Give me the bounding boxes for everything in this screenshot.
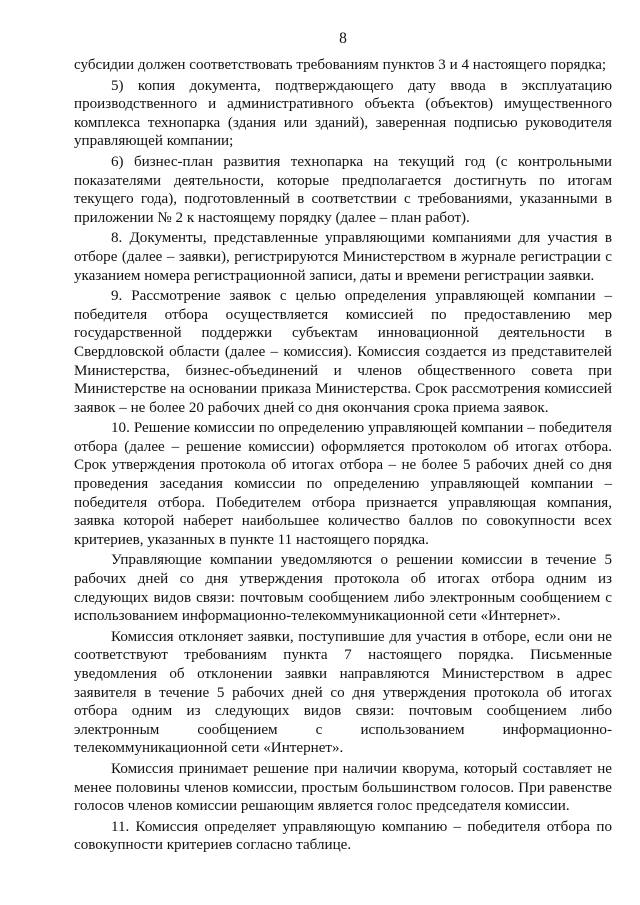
paragraph-item-5: 5) копия документа, подтверждающего дату ввода в эксплуатацию производственного и административного объекта (объектов) имущественного комплекса технопарка (здания или зданий), заверенная подписью руководителя управляющей компании;	[74, 77, 612, 150]
paragraph-clause-11: 11. Комиссия определяет управляющую компанию – победителя отбора по совокупности критериев согласно таблице.	[74, 818, 612, 854]
page-number: 8	[339, 30, 347, 47]
paragraph-rejection: Комиссия отклоняет заявки, поступившие для участия в отборе, если они не соответствуют требованиям пункта 7 настоящего порядка. Письменные уведомления об отклонении заявки направляются Министерством в адрес заявителя в течение 5 рабочих дней со дня утверждения протокола об итогах отбора одним из следующих видов связи: почтовым сообщением либо электронным сообщением с использованием информационно-телекоммуникационной сети «Интернет».	[74, 628, 612, 757]
paragraph-continuation: субсидии должен соответствовать требованиям пунктов 3 и 4 настоящего порядка;	[74, 57, 607, 73]
document-page	[74, 0, 612, 905]
paragraph-notification: Управляющие компании уведомляются о решении комиссии в течение 5 рабочих дней со дня утверждения протокола об итогах отбора одним из следующих видов связи: почтовым сообщением либо электронным сообщением с использованием информационно-телекоммуникационной сети «Интернет».	[74, 552, 612, 625]
document-body	[74, 56, 612, 857]
paragraph-item-6: 6) бизнес-план развития технопарка на текущий год (с контрольными показателями деятельности, которые предполагается достигнуть по итогам текущего года), подготовленный в соответствии с требованиями, указанными в приложении № 2 к настоящему порядку (далее – план работ).	[74, 153, 612, 226]
paragraph-clause-10: 10. Решение комиссии по определению управляющей компании – победителя отбора (далее – решение комиссии) оформляется протоколом об итогах отбора. Срок утверждения протокола об итогах отбора – не более 5 рабочих дней со дня проведения заседания комиссии по определению управляющей компании – победителя отбора. Победителем отбора признается управляющая компания, заявка которой наберет наибольшее количество баллов по совокупности всех критериев, указанных в пункте 11 настоящего порядка.	[74, 420, 612, 548]
paragraph-quorum: Комиссия принимает решение при наличии кворума, который составляет не менее половины членов комиссии, простым большинством голосов. При равенстве голосов членов комиссии решающим является голос председателя комиссии.	[74, 760, 612, 815]
paragraph-clause-9: 9. Рассмотрение заявок с целью определения управляющей компании – победителя отбора осуществляется комиссией по предоставлению мер государственной поддержки субъектам инновационной деятельности в Свердловской области (далее – комиссия). Комиссия создается из представителей Министерства, бизнес-объединений и членов общественного совета при Министерстве на основании приказа Министерства. Срок рассмотрения комиссией заявок – не более 20 рабочих дней со дня окончания срока приема заявок.	[74, 288, 612, 416]
paragraph-clause-8: 8. Документы, представленные управляющими компаниями для участия в отборе (далее – заявки), регистрируются Министерством в журнале регистрации с указанием номера регистрационной записи, даты и времени регистрации заявки.	[74, 230, 612, 284]
